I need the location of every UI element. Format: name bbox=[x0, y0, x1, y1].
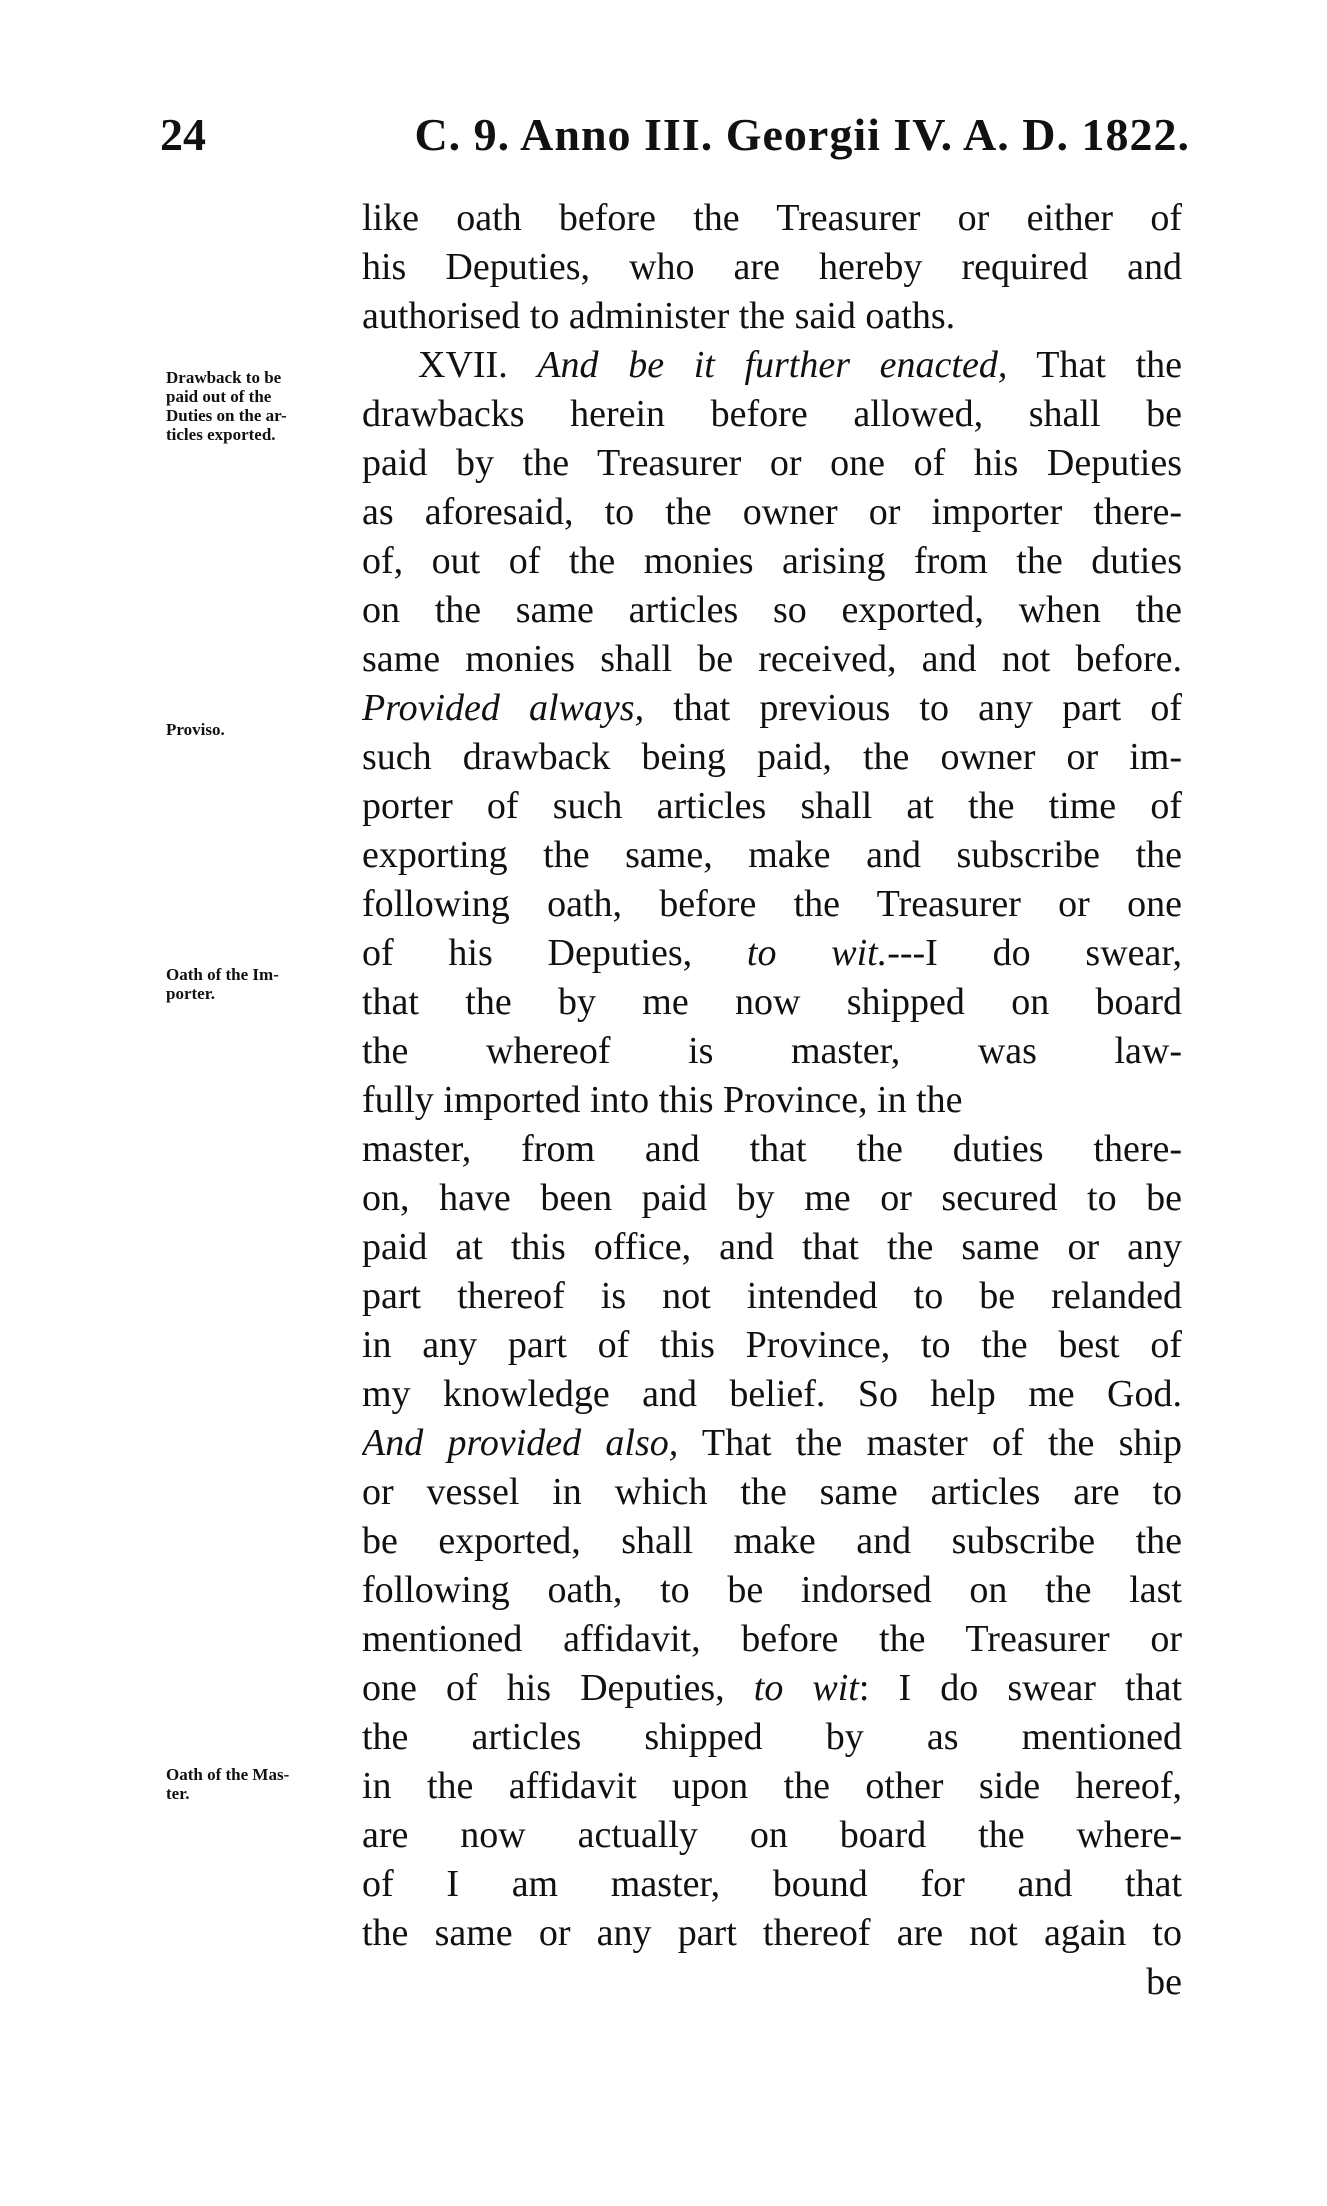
text-line: on the same articles so exported, when the bbox=[362, 589, 1182, 631]
text-line bbox=[362, 1125, 1182, 1174]
margin-note-line: Drawback to be bbox=[166, 368, 282, 387]
text-span: of I am master, bound for bbox=[362, 1863, 965, 1905]
text-span: master, from bbox=[362, 1128, 596, 1170]
to-wit: to wit. bbox=[746, 932, 888, 974]
text-line: fully imported into this Province, in the bbox=[362, 1079, 963, 1121]
text-span: and that bbox=[1017, 1863, 1182, 1905]
text-span: do swear, bbox=[992, 932, 1182, 974]
text-line: like oath before the Treasurer or either of bbox=[362, 197, 1182, 239]
text-line: following oath, before the Treasurer or one bbox=[362, 883, 1182, 925]
text-line bbox=[362, 1811, 1182, 1860]
text-span: That the bbox=[1036, 344, 1182, 386]
margin-note-line: ticles exported. bbox=[166, 425, 276, 444]
text-line: part thereof is not intended to be relanded bbox=[362, 1275, 1182, 1317]
page-number: 24 bbox=[160, 109, 206, 160]
text-line: on, have been paid by me or secured to be bbox=[362, 1177, 1182, 1219]
text-line: authorised to administer the said oaths. bbox=[362, 295, 956, 337]
text-line bbox=[362, 341, 1182, 390]
text-span: as mentioned bbox=[926, 1716, 1182, 1758]
text-span: whereof bbox=[486, 1030, 611, 1072]
text-line bbox=[362, 1027, 1182, 1076]
text-line bbox=[362, 1664, 1182, 1713]
text-span: that previous to any part of bbox=[673, 687, 1182, 729]
proviso-clause: And provided also, bbox=[362, 1422, 679, 1464]
text-line: or vessel in which the same articles are to bbox=[362, 1471, 1182, 1513]
text-line: be exported, shall make and subscribe the bbox=[362, 1520, 1182, 1562]
text-line bbox=[362, 1419, 1182, 1468]
margin-note-line: ter. bbox=[166, 1784, 190, 1803]
text-line: as aforesaid, to the owner or importer there- bbox=[362, 491, 1182, 533]
margin-note-proviso bbox=[166, 720, 366, 739]
text-span: of his Deputies, bbox=[362, 932, 693, 974]
running-header bbox=[160, 108, 1190, 172]
to-wit: to wit bbox=[753, 1667, 859, 1709]
text-line bbox=[362, 1713, 1182, 1762]
text-span: the bbox=[362, 1030, 409, 1072]
text-span: ---I bbox=[887, 932, 938, 974]
enacting-clause: And be it further enacted, bbox=[537, 344, 1008, 386]
text-line: such drawback being paid, the owner or im- bbox=[362, 736, 1182, 778]
text-line: following oath, to be indorsed on the last bbox=[362, 1569, 1182, 1611]
text-line: my knowledge and belief. So help me God. bbox=[362, 1373, 1182, 1415]
text-span: That the master of the ship bbox=[701, 1422, 1182, 1464]
text-span: are now actually on board the bbox=[362, 1814, 1025, 1856]
text-line bbox=[362, 978, 1182, 1027]
proviso-clause: Provided always, bbox=[362, 687, 645, 729]
text-line: of, out of the monies arising from the duties bbox=[362, 540, 1182, 582]
text-line: drawbacks herein before allowed, shall be bbox=[362, 393, 1182, 435]
text-span: is master, was law- bbox=[688, 1030, 1182, 1072]
text-span: where- bbox=[1076, 1814, 1182, 1856]
margin-note-line: paid out of the bbox=[166, 387, 272, 406]
margin-note-drawback bbox=[166, 368, 366, 444]
text-line: in any part of this Province, to the best of bbox=[362, 1324, 1182, 1366]
text-span: : I do swear that bbox=[858, 1667, 1182, 1709]
margin-note-line: Duties on the ar- bbox=[166, 406, 287, 425]
text-line: in the affidavit upon the other side hereof, bbox=[362, 1765, 1182, 1807]
margin-note-line: Oath of the Im- bbox=[166, 965, 279, 984]
text-line bbox=[362, 929, 1182, 978]
text-span: that the bbox=[362, 981, 512, 1023]
text-line: mentioned affidavit, before the Treasurer or bbox=[362, 1618, 1182, 1660]
margin-note-line: Oath of the Mas- bbox=[166, 1765, 290, 1784]
text-line: paid at this office, and that the same or any bbox=[362, 1226, 1182, 1268]
text-span: by me now shipped on board bbox=[558, 981, 1182, 1023]
text-line bbox=[362, 684, 1182, 733]
text-line: same monies shall be received, and not before. bbox=[362, 638, 1182, 680]
text-span: the articles shipped by bbox=[362, 1716, 864, 1758]
catchword: be bbox=[1146, 1961, 1182, 2003]
margin-note-line: Proviso. bbox=[166, 720, 225, 739]
text-span: one of his Deputies, bbox=[362, 1667, 725, 1709]
text-line: his Deputies, who are hereby required and bbox=[362, 246, 1182, 288]
text-line: porter of such articles shall at the time of bbox=[362, 785, 1182, 827]
body-text bbox=[362, 194, 1182, 2007]
text-line: paid by the Treasurer or one of his Deputies bbox=[362, 442, 1182, 484]
running-head: C. 9. Anno III. Georgii IV. A. D. 1822. bbox=[414, 109, 1190, 160]
margin-note-line: porter. bbox=[166, 984, 215, 1003]
text-line: the same or any part thereof are not again to bbox=[362, 1912, 1182, 1954]
section-number: XVII. bbox=[418, 344, 508, 386]
text-span: and that the duties there- bbox=[644, 1128, 1182, 1170]
text-line bbox=[362, 1860, 1182, 1909]
text-line: exporting the same, make and subscribe the bbox=[362, 834, 1182, 876]
margin-note-oath-importer bbox=[166, 965, 366, 1003]
margin-note-oath-master bbox=[166, 1765, 366, 1803]
